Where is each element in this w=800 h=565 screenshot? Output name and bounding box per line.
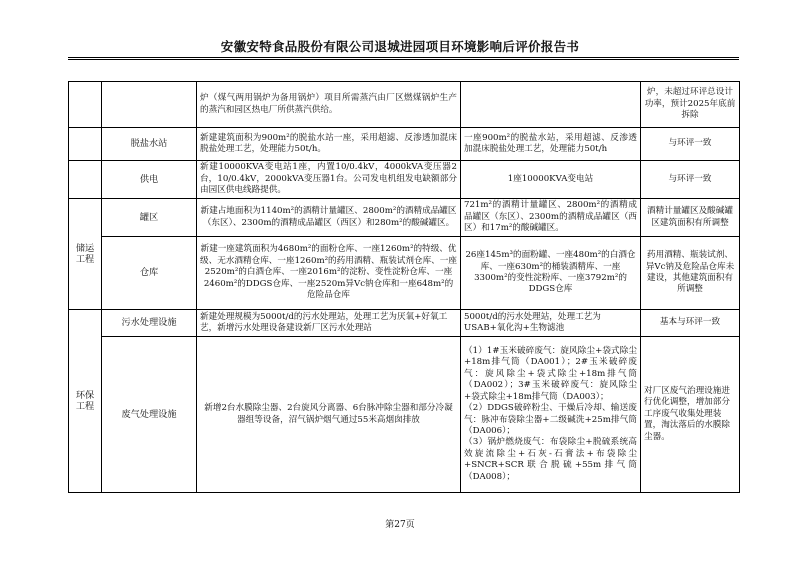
plan-cell: 新建一座建筑面积为4680m²的面粉仓库、一座1260m²的特级、优级、无水酒精仓库、一座1260m²的药用酒精、瓶装试剂仓库、一座2520m²的白酒仓库、一座2016m²的淀粉、变性淀粉仓库、一座2460m²的DDGS仓库、一座2520m异Vc钠仓库和一座648m²的危险品仓库 [197, 237, 461, 310]
plan-cell: 新建建筑面积为900m²的脱盐水站一座，采用超滤、反渗透加混床脱盐处理工艺，处理能力50t/h。 [197, 128, 461, 161]
subitem-cell: 罐区 [102, 199, 197, 237]
note-cell: 与环评一致 [641, 161, 740, 199]
category-storage: 储运 工程 [69, 199, 102, 310]
subitem-cell: 仓库 [102, 237, 197, 310]
subitem-cell [102, 82, 197, 128]
note-cell: 炉，未超过环评总设计功率，预计2025年底前拆除 [641, 82, 740, 128]
document-header-title: 安徽安特食品股份有限公司退城进园项目环境影响后评价报告书 [220, 39, 580, 54]
category-cell [69, 82, 102, 128]
table-row [69, 237, 740, 310]
subitem-cell: 污水处理设施 [102, 310, 197, 337]
actual-cell: 721m²的酒精计量罐区、2800m²的酒精成品罐区（东区）、2300m的酒精成品罐区（西区）和17m²的酸碱罐区。 [461, 199, 641, 237]
category-environmental: 环保 工程 [69, 310, 102, 493]
plan-cell: 新建处理规模为5000t/d的污水处理站，处理工艺为厌氧+好氧工艺，新增污水处理设备建设新厂区污水处理站 [197, 310, 461, 337]
category-cell [69, 128, 102, 161]
actual-cell: 1座10000KVA变电站 [461, 161, 641, 199]
plan-cell: 新增2台水膜除尘器、2台旋风分离器、6台脉冲除尘器和部分冷凝器组等设备，沼气锅炉烟气通过55米高烟囱排放 [197, 337, 461, 493]
plan-cell: 炉（煤气两用锅炉为备用锅炉）项目所需蒸汽由厂区燃煤锅炉生产的蒸汽和园区热电厂所供蒸汽供给。 [197, 82, 461, 128]
project-comparison-table [68, 81, 740, 493]
note-cell: 对厂区废气治理设施进行优化调整，增加部分工序废气收集处理装置，淘汰落后的水膜除尘器。 [641, 337, 740, 493]
subitem-cell: 脱盐水站 [102, 128, 197, 161]
header-rule [68, 57, 739, 58]
actual-cell [461, 82, 641, 128]
actual-cell: 5000t/d的污水处理站，处理工艺为USAB+氧化沟+生物滤池 [461, 310, 641, 337]
table-row [69, 199, 740, 237]
table-row [69, 310, 740, 337]
actual-cell: 一座900m²的脱盐水站，采用超滤、反渗透加混床脱盐处理工艺，处理能力50t/h [461, 128, 641, 161]
category-cell [69, 161, 102, 199]
table-row [69, 82, 740, 128]
subitem-cell: 废气处理设施 [102, 337, 197, 493]
actual-cell: （1）1#玉米破碎废气：旋风除尘+袋式除尘+18m排气筒（DA001）；2#玉米破碎废气：旋风除尘+袋式除尘+18m排气筒（DA002）；3#玉米破碎废气：旋风除尘+袋式除尘+18m排气筒（DA003）； （2）DDGS破碎粉尘、干燥后冷却、输送废气：脉冲布袋除尘器+二级碱洗+25m排气筒（DA006）； （3）锅炉燃烧废气：布袋除尘+脱硫系统高效旋流除尘+石灰-石膏法+布袋除尘+SNCR+SCR联合脱硫+55m排气筒（DA008）； [461, 337, 641, 493]
note-cell: 酒精计量罐区及酸碱罐区建筑面积有所调整 [641, 199, 740, 237]
header-rule [68, 59, 739, 60]
subitem-cell: 供电 [102, 161, 197, 199]
actual-cell: 26座145m³的面粉罐、一座480m²的白酒仓库、一座630m²的桶装酒精库、一座3300m²的变性淀粉库、一座3792m²的DDGS仓库 [461, 237, 641, 310]
note-cell: 基本与环评一致 [641, 310, 740, 337]
table-row [69, 128, 740, 161]
note-cell: 与环评一致 [641, 128, 740, 161]
note-cell: 药用酒精、瓶装试剂、异Vc钠及危险品仓库未建设，其他建筑面积有所调整 [641, 237, 740, 310]
table-row [69, 161, 740, 199]
table-row [69, 337, 740, 493]
page-number: 第27页 [385, 520, 415, 530]
plan-cell: 新建占地面积为1140m²的酒精计量罐区、2800m²的酒精成品罐区（东区）、2300m的酒精成品罐区（西区）和280m²的酸碱罐区。 [197, 199, 461, 237]
plan-cell: 新建10000KVA变电站1座，内置10/0.4kV，4000kVA变压器2台，10/0.4kV，2000kVA变压器1台。公司发电机组发电缺额部分由园区供电线路提供。 [197, 161, 461, 199]
